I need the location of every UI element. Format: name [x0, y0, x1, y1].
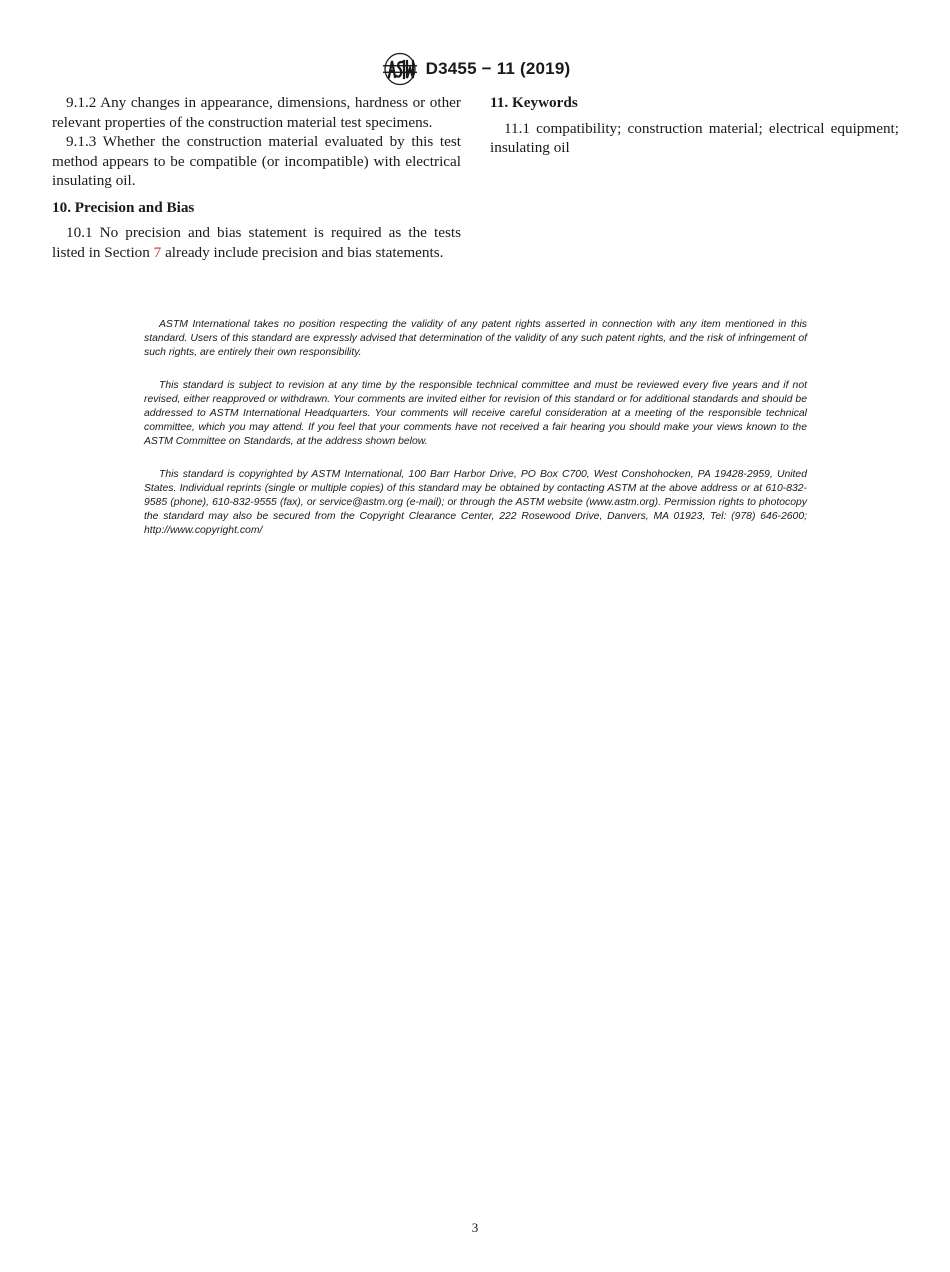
paragraph-9-1-3: 9.1.3 Whether the construction material evaluated by this test method appears to be compatible (or incompatible) with electrical insulating oil. [52, 133, 461, 189]
copyright-notice: This standard is copyrighted by ASTM International, 100 Barr Harbor Drive, PO Box C700, West Conshohocken, PA 19428-2959, United States. Individual reprints (single or multiple copies) of this standard may be obtained by contacting ASTM at the above address or at 610-832-9585 (phone), 610-832-9555 (fax), or service@astm.org (e-mail); or through the ASTM website (www.astm.org). Permission rights to photocopy the standard may also be secured from the Copyright Clearance Center, 222 Rosewood Drive, Danvers, MA 01923, Tel: (978) 646-2600; http://www.copyright.com/ [144, 469, 807, 536]
section-7-link[interactable]: 7 [153, 243, 162, 261]
paragraph-9-1-2: 9.1.2 Any changes in appearance, dimensions, hardness or other relevant properties of the construction material test specimens. [52, 94, 461, 131]
paragraph-10-1-text-end: already include precision and bias statements. [161, 243, 444, 261]
patent-notice: ASTM International takes no position respecting the validity of any patent rights asserted in connection with any item mentioned in this standard. Users of this standard are expressly advised that determination of the validity of any such patent rights, and the risk of infringement of such rights, are entirely their own responsibility. [144, 319, 807, 358]
paragraph-11-1: 11.1 compatibility; construction material; electrical equipment; insulating oil [490, 119, 899, 156]
page-number: 3 [471, 1220, 479, 1235]
document-designation: D3455 − 11 (2019) [425, 59, 571, 78]
revision-notice: This standard is subject to revision at any time by the responsible technical committee and must be reviewed every five years and if not revised, either reapproved or withdrawn. Your comments are invited either for revision of this standard or for additional standards and should be addressed to ASTM International Headquarters. Your comments will receive careful consideration at a meeting of the responsible technical committee, which you may attend. If you feel that your comments have not received a fair hearing you should make your views known to the ASTM Committee on Standards, at the address shown below. [144, 380, 807, 447]
astm-logo-icon [380, 52, 420, 86]
section-10-heading: 10. Precision and Bias [52, 198, 195, 216]
section-11-heading: 11. Keywords [490, 94, 578, 111]
paragraph-10-1 [52, 223, 461, 262]
right-column [490, 93, 899, 158]
page-header [0, 52, 950, 86]
astm-notices [144, 318, 807, 557]
left-column [52, 93, 461, 262]
paragraph-10-1-text-start: 10.1 No precision and bias statement is required as the tests listed in Section [52, 224, 461, 261]
